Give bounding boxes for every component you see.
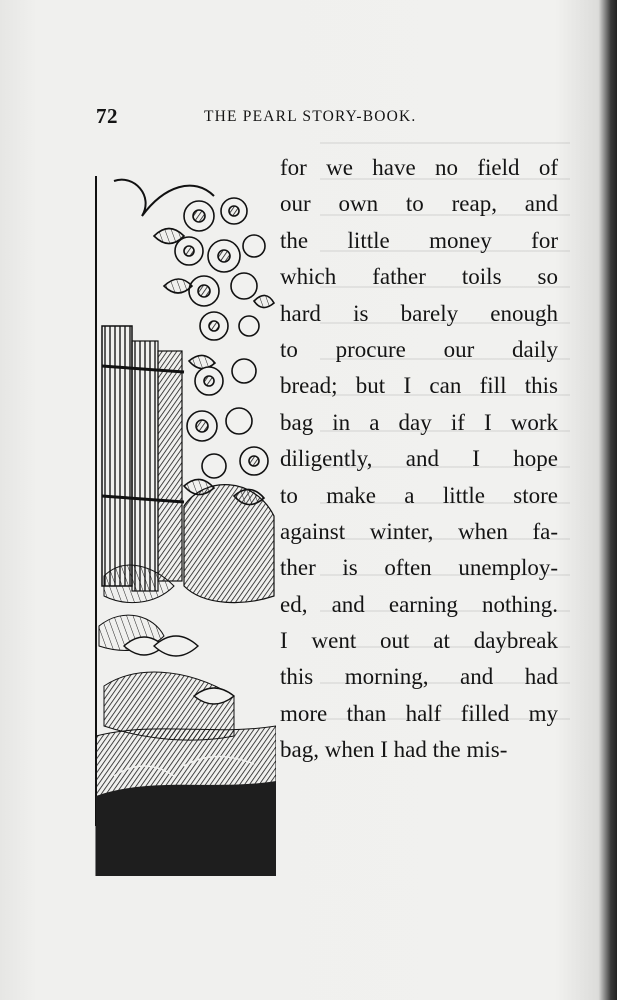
text-line: our own to reap, and [280, 191, 558, 217]
page-header [96, 104, 556, 132]
text-line: diligently, and I hope [280, 446, 558, 472]
text-line: the little money for [280, 227, 558, 253]
text-line: I went out at daybreak [280, 628, 558, 654]
body-text [280, 150, 558, 769]
rose-fence-engraving [94, 176, 276, 876]
text-line: bag in a day if I work [280, 409, 558, 435]
text-line: hard is barely enough [280, 300, 558, 326]
text-line: more than half filled my [280, 700, 558, 726]
text-line: for we have no field of [280, 155, 558, 180]
text-line: bread; but I can fill this [280, 373, 558, 399]
text-line: this morning, and had [280, 664, 558, 690]
ground [96, 726, 276, 876]
text-line: which father toils so [280, 264, 558, 290]
text-line: bag, when I had the mis- [280, 737, 508, 763]
text-line: against winter, when fa- [280, 518, 558, 544]
page-number: 72 [96, 104, 118, 128]
text-line: ed, and earning nothing. [280, 591, 558, 617]
text-line: to procure our daily [280, 336, 558, 362]
text-line: to make a little store [280, 482, 558, 508]
text-line: ther is often unemploy- [280, 555, 558, 581]
fence-posts [102, 326, 184, 591]
running-title: THE PEARL STORY-BOOK. [204, 108, 417, 125]
